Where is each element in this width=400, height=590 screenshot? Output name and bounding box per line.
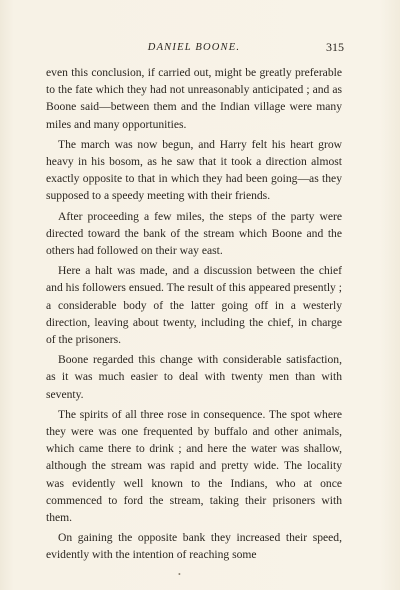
page-header	[46, 40, 342, 56]
paragraph: even this conclusion, if carried out, might be greatly preferable to the fate which they had not unreasonably anticipated ; and as Boone said—between them and the Indian village were many miles and many opportunities.	[46, 66, 342, 131]
body-text	[46, 64, 342, 567]
paragraph: The march was now begun, and Harry felt his heart grow heavy in his bosom, as he saw that it took a direction almost exactly opposite to that in which they had been going—as they supposed to a speedy meeting with their friends.	[46, 137, 342, 203]
paragraph: The spirits of all three rose in consequence. The spot where they were was one frequented by buffalo and other animals, which came there to drink ; and here the water was shallow, although the stream was rapid and pretty wide. The locality was evidently well known to the Indians, who at once commenced to ford the stream, taking their prisoners with them.	[46, 407, 342, 525]
page-number: 315	[326, 40, 344, 54]
paragraph: After proceeding a few miles, the steps of the party were directed toward the bank of the stream which Boone and the others had followed on their way east.	[46, 209, 342, 258]
paragraph: Boone regarded this change with considerable satisfaction, as it was much easier to deal with twenty men than with seventy.	[46, 353, 342, 401]
running-head: DANIEL BOONE.	[147, 42, 241, 53]
print-speck-icon: •	[178, 570, 181, 579]
paragraph: On gaining the opposite bank they increased their speed, evidently with the intention of reaching some	[46, 531, 342, 562]
paragraph: Here a halt was made, and a discussion between the chief and his followers ensued. The result of this appeared presently ; a considerable body of the latter going off in a westerly direction, leaving about twenty, including the chief, in charge of the prisoners.	[46, 264, 342, 347]
